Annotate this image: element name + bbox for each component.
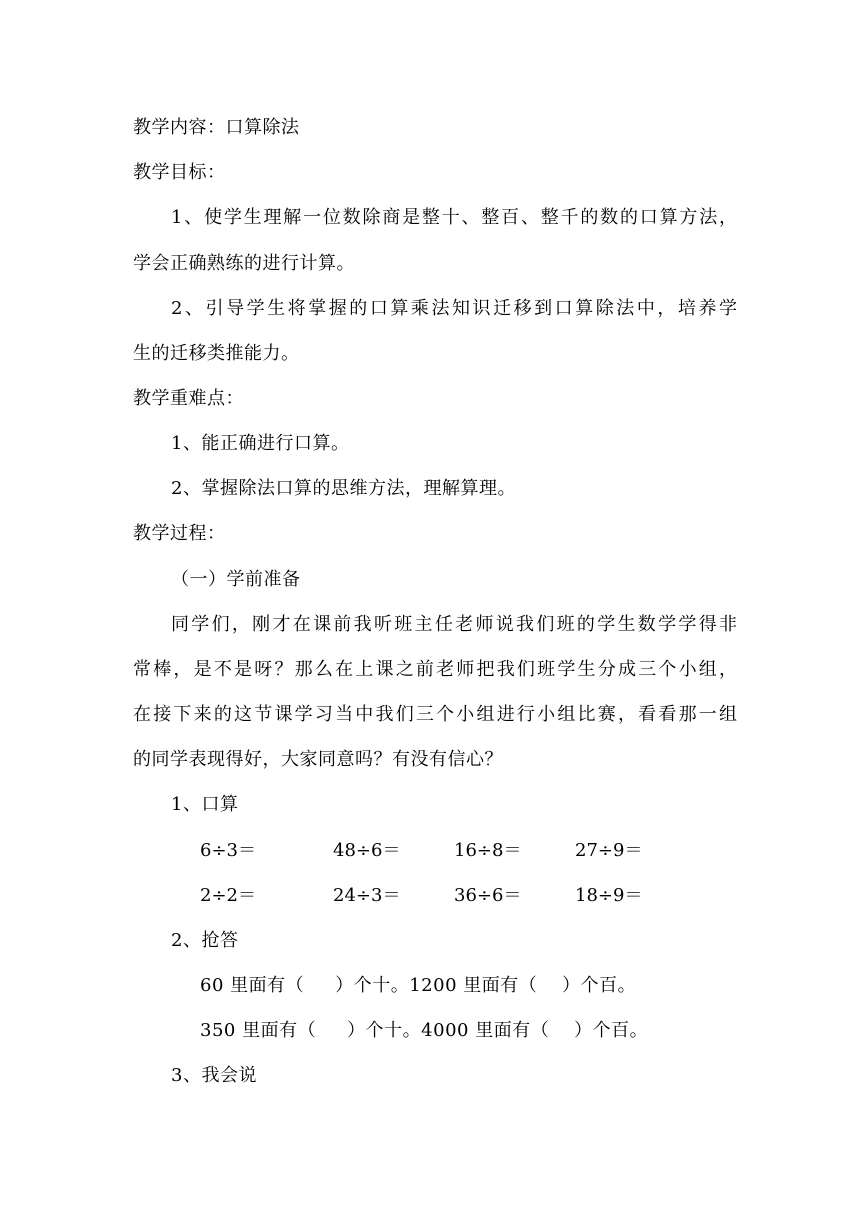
- intro-line4: 的同学表现得好，大家同意吗？有没有信心？: [133, 749, 503, 770]
- calc-item: 36÷6＝: [454, 885, 522, 906]
- key-point-2: 2、掌握除法口算的思维方法，理解算理。: [171, 478, 516, 499]
- quick-question-2: 350 里面有（ ）个十。4000 里面有（ ）个百。: [200, 1020, 649, 1041]
- goal2-line2: 生的迁移类推能力。: [133, 343, 300, 364]
- goal2-line1: 2、引导学生将掌握的口算乘法知识迁移到口算除法中，培养学: [171, 298, 737, 319]
- key-point-1: 1、能正确进行口算。: [171, 433, 350, 454]
- calc-item: 2÷2＝: [200, 885, 256, 906]
- intro-line2: 常棒，是不是呀？那么在上课之前老师把我们班学生分成三个小组，: [133, 659, 737, 680]
- calc-item: 18÷9＝: [575, 885, 643, 906]
- goal1-line1: 1、使学生理解一位数除商是整十、整百、整千的数的口算方法，: [171, 207, 737, 228]
- calc-item: 24÷3＝: [333, 885, 401, 906]
- content-heading: 教学内容：口算除法: [133, 117, 300, 138]
- quick-heading: 2、抢答: [171, 930, 239, 951]
- calc-item: 27÷9＝: [575, 840, 643, 861]
- intro-line3: 在接下来的这节课学习当中我们三个小组进行小组比赛，看看那一组: [133, 704, 737, 725]
- calc-item: 6÷3＝: [200, 840, 256, 861]
- say-heading: 3、我会说: [171, 1065, 257, 1086]
- calc-item: 48÷6＝: [333, 840, 401, 861]
- quick-question-1: 60 里面有（ ）个十。1200 里面有（ ）个百。: [200, 975, 637, 996]
- goal1-line2: 学会正确熟练的进行计算。: [133, 253, 355, 274]
- key-heading: 教学重难点：: [133, 388, 244, 409]
- process-heading: 教学过程：: [133, 523, 226, 544]
- goals-heading: 教学目标：: [133, 162, 226, 183]
- intro-line1: 同学们，刚才在课前我听班主任老师说我们班的学生数学学得非: [171, 614, 737, 635]
- step1-heading: （一）学前准备: [171, 569, 301, 590]
- oral-heading: 1、口算: [171, 794, 239, 815]
- calc-item: 16÷8＝: [454, 840, 522, 861]
